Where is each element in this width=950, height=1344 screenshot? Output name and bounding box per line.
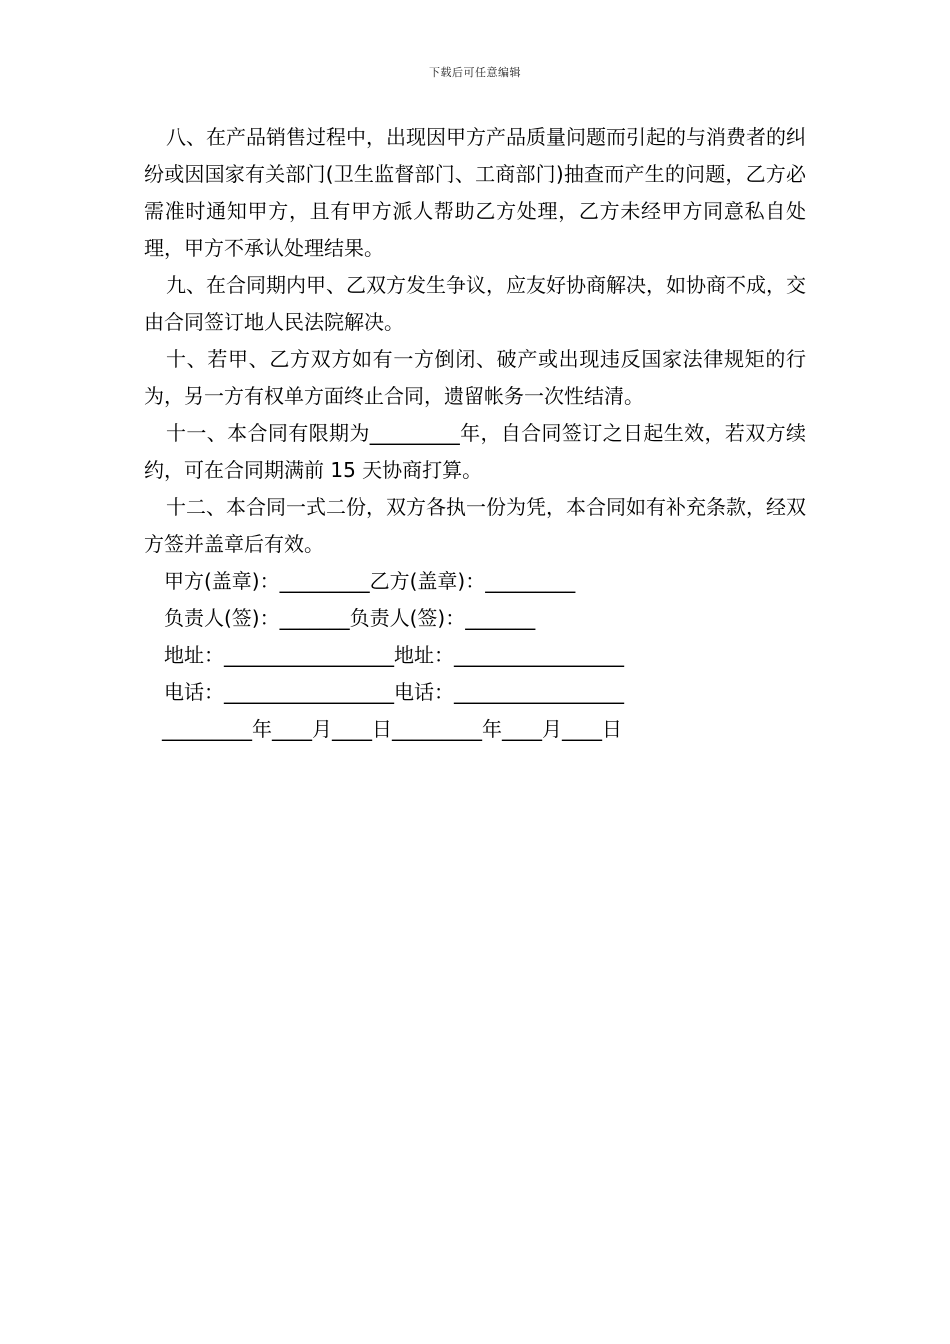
page-header: 下载后可任意编辑 — [429, 66, 521, 79]
clause-10: 十、若甲、乙方双方如有一方倒闭、破产或出现违反国家法律规矩的行为，另一方有权单方面终止合同，遗留帐务一次性结清。 — [144, 347, 806, 408]
clause-9: 九、在合同期内甲、乙双方发生争议，应友好协商解决，如协商不成，交由合同签订地人民法院解决。 — [144, 273, 806, 334]
phone-line: 电话：_________________电话：_________________ — [164, 680, 624, 704]
clause-11: 十一、本合同有限期为_________年，自合同签订之日起生效，若双方续约，可在合同期满前 15 天协商打算。 — [144, 421, 806, 482]
responsible-person-line: 负责人(签)：_______负责人(签)：_______ — [164, 606, 536, 630]
seal-line: 甲方(盖章)：_________乙方(盖章)：_________ — [164, 569, 576, 593]
clause-12: 十二、本合同一式二份，双方各执一份为凭，本合同如有补充条款，经双方签并盖章后有效。 — [144, 495, 806, 556]
address-line: 地址：_________________地址：_________________ — [164, 643, 624, 667]
clause-8: 八、在产品销售过程中，出现因甲方产品质量问题而引起的与消费者的纠纷或因国家有关部门(卫生监督部门、工商部门)抽查而产生的问题，乙方必需准时通知甲方，且有甲方派人帮助乙方处理，乙方未经甲方同意私自处理，甲方不承认处理结果。 — [144, 125, 806, 260]
contract-body — [144, 119, 806, 748]
date-line: _________年____月____日_________年____月____日 — [162, 717, 622, 741]
signature-block — [144, 563, 806, 748]
